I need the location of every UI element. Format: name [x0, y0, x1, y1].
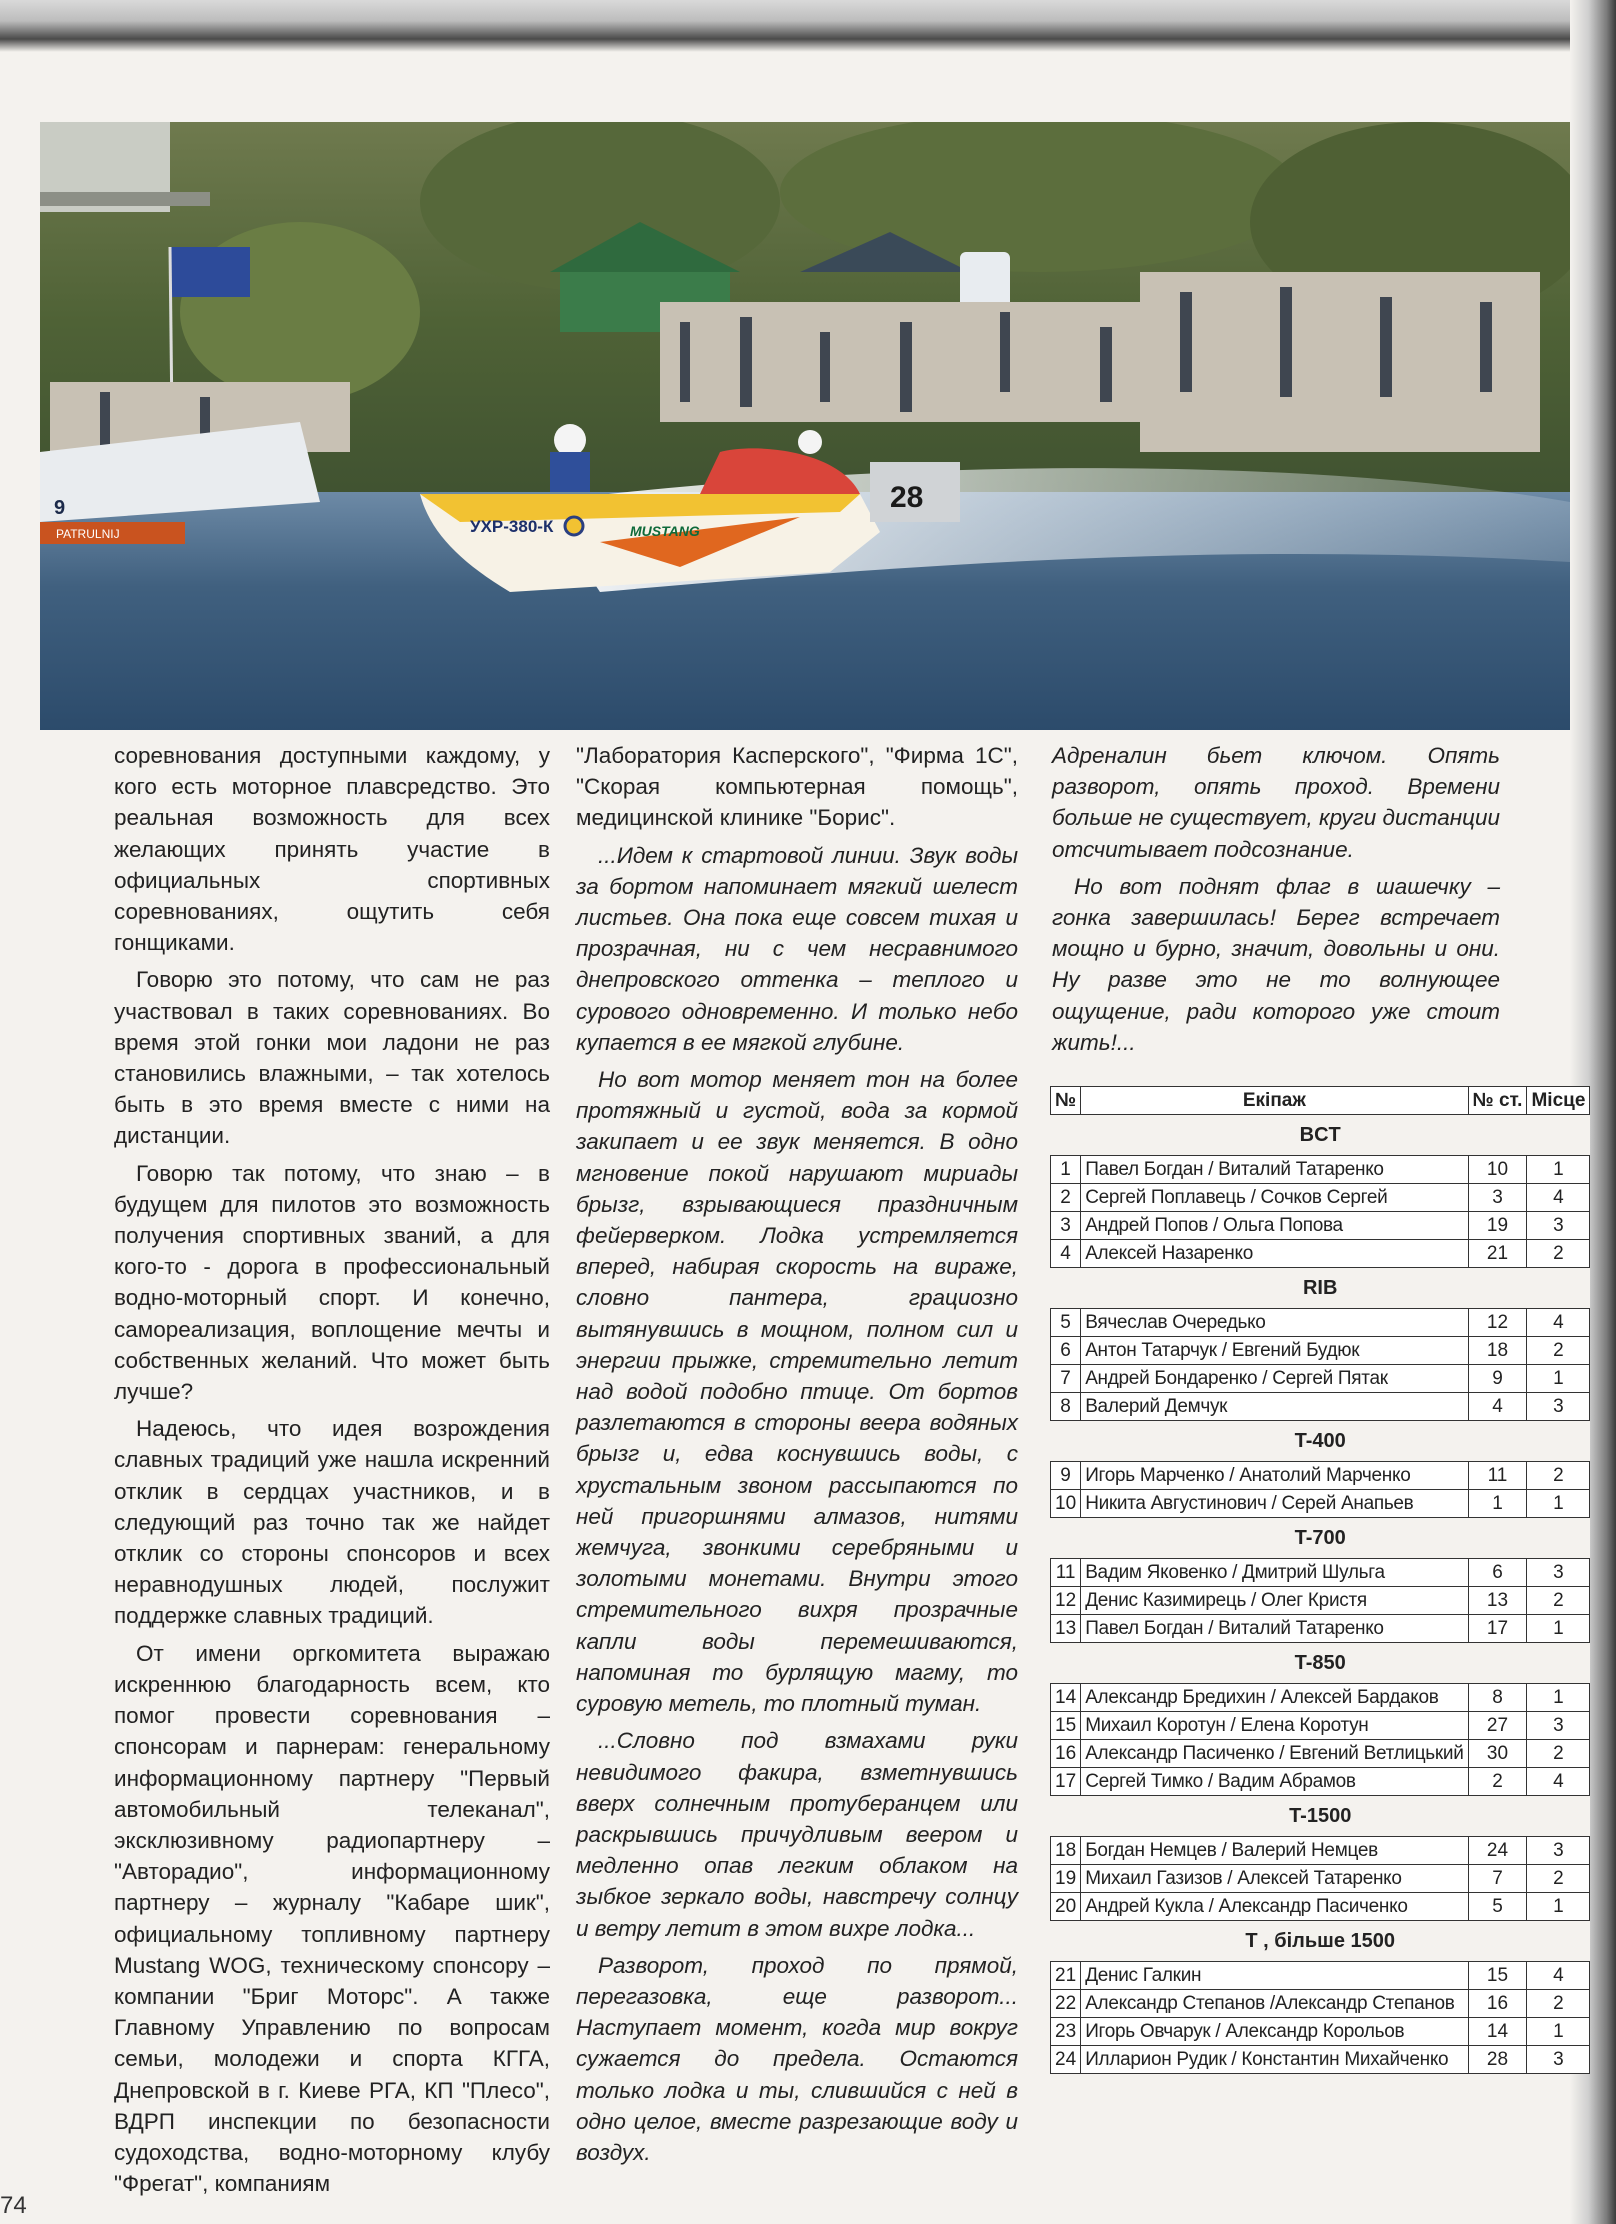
row-number: 13: [1051, 1615, 1081, 1643]
article-column-3: [1052, 740, 1500, 1064]
crew-name: Илларион Рудик / Константин Михайченко: [1081, 2046, 1468, 2074]
crew-name: Сергей Тимко / Вадим Абрамов: [1081, 1768, 1468, 1796]
row-number: 10: [1051, 1490, 1081, 1518]
page-number: 74: [0, 2192, 27, 2219]
patrol-label: PATRULNIJ: [56, 527, 120, 541]
start-number: 21: [1468, 1240, 1527, 1268]
paragraph: Но вот поднят флаг в шашечку – гонка завершилась! Берег встречает мощно и бурно, значит, довольны и они. Ну разве это не то волнующее ощущение, ради которого уже стоит жить!...: [1052, 873, 1500, 1055]
row-number: 17: [1051, 1768, 1081, 1796]
paragraph: Разворот, проход по прямой, перегазовка, еще разворот... Наступает момент, когда мир вокруг сужается до предела. Остаются только лодка и ты, слившийся с ней в одно целое, вместе разрезающие воду и воздух.: [576, 1952, 1018, 2165]
mustang-logo-icon: [565, 517, 583, 535]
row-number: 9: [1051, 1462, 1081, 1490]
crew-name: Богдан Немцев / Валерий Немцев: [1081, 1837, 1468, 1865]
start-number: 9: [1468, 1365, 1527, 1393]
row-number: 8: [1051, 1393, 1081, 1421]
start-number: 7: [1468, 1865, 1527, 1893]
row-number: 3: [1051, 1212, 1081, 1240]
race-photo: [40, 122, 1570, 730]
table-row: [1051, 1184, 1590, 1212]
crew-name: Вячеслав Очередько: [1081, 1309, 1468, 1337]
table-row: [1051, 2018, 1590, 2046]
table-row: [1051, 1615, 1590, 1643]
row-number: 15: [1051, 1712, 1081, 1740]
table-row: [1051, 1462, 1590, 1490]
place: 2: [1527, 1990, 1590, 2018]
row-number: 12: [1051, 1587, 1081, 1615]
table-row: [1051, 1865, 1590, 1893]
paragraph: Говорю так потому, что знаю – в будущем для пилотов это возможность получения спортивных званий, а для кого-то - дорога в профессиональный водно-моторный спорт. И конечно, самореализация, воплощение мечты и собственных желаний. Что может быть лучше?: [114, 1160, 550, 1405]
table-row: [1051, 1365, 1590, 1393]
category-name: T-400: [1051, 1421, 1590, 1462]
table-row: [1051, 1212, 1590, 1240]
start-number: 17: [1468, 1615, 1527, 1643]
place: 1: [1527, 1490, 1590, 1518]
paragraph: соревнования доступными каждому, у кого есть моторное плавсредство. Это реальная возможность для всех желающих принять участие в официальных спортивных соревнованиях, ощутить себя гонщиками.: [114, 743, 550, 956]
category-row: [1051, 1115, 1590, 1156]
table-row: [1051, 1990, 1590, 2018]
header-start-number: № ст.: [1468, 1087, 1527, 1115]
start-number: 10: [1468, 1156, 1527, 1184]
row-number: 22: [1051, 1990, 1081, 2018]
navigator-helmet: [798, 430, 822, 454]
place: 4: [1527, 1309, 1590, 1337]
table-row: [1051, 1156, 1590, 1184]
crew-name: Андрей Кукла / Александр Пасиченко: [1081, 1893, 1468, 1921]
place: 1: [1527, 1893, 1590, 1921]
start-number: 2: [1468, 1768, 1527, 1796]
place: 3: [1527, 2046, 1590, 2074]
table-row: [1051, 1740, 1590, 1768]
row-number: 24: [1051, 2046, 1081, 2074]
header-crew: Екіпаж: [1081, 1087, 1468, 1115]
table-row: [1051, 1837, 1590, 1865]
scan-edge-top: [0, 0, 1616, 52]
paragraph: Но вот мотор меняет тон на более протяжный и густой, вода за кормой закипает и ее звук меняется. В одно мгновение покой нарушают мириады брызг, взрывающиеся праздничным фейерверком. Лодка устремляется вперед, набирая скорость на вираже, словно пантера, грациозно вытянувшись в мощном, полном сил и энергии прыжке, стремительно летит над водой подобно птице. От бортов разлетаются в стороны веера водяных брызг и, едва коснувшись воды, с хрустальным звоном рассыпаются по ней пригоршнями алмазов, нитями жемчуга, звонкими серебряными и золотыми монетами. Внутри этого стремительного вихря прозрачные капли воды перемешиваются, напоминая то бурлящую магму, то суровую метель, то плотный туман.: [576, 1067, 1018, 1717]
table-row: [1051, 1393, 1590, 1421]
crew-name: Алексей Назаренко: [1081, 1240, 1468, 1268]
start-number: 28: [1468, 2046, 1527, 2074]
place: 3: [1527, 1393, 1590, 1421]
category-name: BCT: [1051, 1115, 1590, 1156]
flag: [170, 247, 250, 297]
bridge-deck: [40, 192, 210, 206]
start-number: 11: [1468, 1462, 1527, 1490]
paragraph: ...Идем к стартовой линии. Звук воды за бортом напоминает мягкий шелест листьев. Она пока еще совсем тихая и прозрачная, ни с чем несравнимого днепровского оттенка – теплого и сурового одновременно. И только небо купается в ее мягкой глубине.: [576, 842, 1018, 1055]
crew-name: Валерий Демчук: [1081, 1393, 1468, 1421]
crew-name: Никита Августинович / Серей Анапьев: [1081, 1490, 1468, 1518]
driver-helmet: [554, 424, 586, 456]
table-row: [1051, 1309, 1590, 1337]
table-row: [1051, 2046, 1590, 2074]
crew-name: Игорь Марченко / Анатолий Марченко: [1081, 1462, 1468, 1490]
results-table: [1050, 1086, 1586, 2074]
start-number: 1: [1468, 1490, 1527, 1518]
start-number: 30: [1468, 1740, 1527, 1768]
place: 3: [1527, 1212, 1590, 1240]
table-row: [1051, 1712, 1590, 1740]
category-name: T-700: [1051, 1518, 1590, 1559]
category-name: T , більше 1500: [1051, 1921, 1590, 1962]
crew-name: Андрей Попов / Ольга Попова: [1081, 1212, 1468, 1240]
crew-name: Александр Пасиченко / Евгений Ветлицький: [1081, 1740, 1468, 1768]
place: 1: [1527, 2018, 1590, 2046]
place: 3: [1527, 1712, 1590, 1740]
table-row: [1051, 1240, 1590, 1268]
table-row: [1051, 1559, 1590, 1587]
start-number: 15: [1468, 1962, 1527, 1990]
row-number: 21: [1051, 1962, 1081, 1990]
place: 1: [1527, 1365, 1590, 1393]
table-row: [1051, 1893, 1590, 1921]
row-number: 1: [1051, 1156, 1081, 1184]
row-number: 7: [1051, 1365, 1081, 1393]
place: 3: [1527, 1837, 1590, 1865]
crew-name: Денис Казимирець / Олег Кристя: [1081, 1587, 1468, 1615]
row-number: 6: [1051, 1337, 1081, 1365]
row-number: 2: [1051, 1184, 1081, 1212]
start-number: 12: [1468, 1309, 1527, 1337]
results-header-row: [1051, 1087, 1590, 1115]
category-row: [1051, 1643, 1590, 1684]
start-number: 6: [1468, 1559, 1527, 1587]
start-number: 16: [1468, 1990, 1527, 2018]
crew-name: Денис Галкин: [1081, 1962, 1468, 1990]
category-row: [1051, 1921, 1590, 1962]
paragraph: ...Словно под взмахами руки невидимого факира, взметнувшись вверх солнечным протуберанцем или раскрывшись причудливым веером и медленно опав легким облаком на зыбкое зеркало воды, навстречу солнцу и ветру летит в этом вихре лодка...: [576, 1728, 1018, 1941]
paragraph: Надеюсь, что идея возрождения славных традиций уже нашла искренний отклик в сердцах участников, и в следующий раз точно так же найдет отклик со стороны спонсоров и всех неравнодушных людей, послужит поддержке славных традиций.: [114, 1416, 550, 1629]
race-photo-illustration: [40, 122, 1570, 730]
category-row: [1051, 1796, 1590, 1837]
start-number: 4: [1468, 1393, 1527, 1421]
start-number: 24: [1468, 1837, 1527, 1865]
category-row: [1051, 1268, 1590, 1309]
place: 4: [1527, 1962, 1590, 1990]
table-row: [1051, 1684, 1590, 1712]
place: 2: [1527, 1740, 1590, 1768]
crew-name: Михаил Коротун / Елена Коротун: [1081, 1712, 1468, 1740]
paragraph: Адреналин бьет ключом. Опять разворот, опять проход. Времени больше не существует, круги дистанции отсчитывает подсознание.: [1052, 743, 1500, 862]
header-number: №: [1051, 1087, 1081, 1115]
place: 1: [1527, 1684, 1590, 1712]
crew-name: Антон Татарчук / Евгений Будюк: [1081, 1337, 1468, 1365]
paragraph: Говорю это потому, что сам не раз участвовал в таких соревнованиях. Во время этой гонки мои ладони не раз становились влажными, – так хотелось быть в это время вместе с ними на дистанции.: [114, 967, 550, 1149]
crew-name: Александр Бредихин / Алексей Бардаков: [1081, 1684, 1468, 1712]
crew-name: Вадим Яковенко / Дмитрий Шульга: [1081, 1559, 1468, 1587]
place: 1: [1527, 1615, 1590, 1643]
row-number: 19: [1051, 1865, 1081, 1893]
crew-name: Андрей Бондаренко / Сергей Пятак: [1081, 1365, 1468, 1393]
boat-registration: УХР-380-К: [470, 517, 554, 536]
paragraph: От имени оргкомитета выражаю искреннюю благодарность всем, кто помог провести соревнования – спонсорам и парнерам: генеральному информационному партнеру "Первый автомобильный телеканал", эксклюзивному радиопартнеру – "Авторадио", информационному партнеру – журналу "Кабаре шик", официальному топливному партнеру Mustang WOG, техническому спонсору – компании "Бриг Моторс". А также Главному Управлению по вопросам семьи, молодежи и спорта КГГА, Днепровской в г. Киеве РГА, КП "Плесо", ВДРП инспекции по безопасности судоходства, водно-моторному клубу "Фрегат", компаниям: [114, 1640, 550, 2197]
header-place: Місце: [1527, 1087, 1590, 1115]
category-name: RIB: [1051, 1268, 1590, 1309]
table-row: [1051, 1587, 1590, 1615]
row-number: 14: [1051, 1684, 1081, 1712]
place: 4: [1527, 1768, 1590, 1796]
buoy-number: 9: [54, 497, 66, 519]
start-number: 19: [1468, 1212, 1527, 1240]
place: 2: [1527, 1462, 1590, 1490]
place: 4: [1527, 1184, 1590, 1212]
table-row: [1051, 1337, 1590, 1365]
row-number: 11: [1051, 1559, 1081, 1587]
row-number: 18: [1051, 1837, 1081, 1865]
crew-name: Александр Степанов /Александр Степанов: [1081, 1990, 1468, 2018]
row-number: 23: [1051, 2018, 1081, 2046]
row-number: 5: [1051, 1309, 1081, 1337]
start-number: 5: [1468, 1893, 1527, 1921]
start-number: 13: [1468, 1587, 1527, 1615]
row-number: 4: [1051, 1240, 1081, 1268]
category-row: [1051, 1518, 1590, 1559]
place: 3: [1527, 1559, 1590, 1587]
paragraph: "Лаборатория Касперского", "Фирма 1С", "Скорая компьютерная помощь", медицинской клинике "Борис".: [576, 743, 1018, 831]
crew-name: Игорь Овчарук / Александр Корольов: [1081, 2018, 1468, 2046]
boat-brand: MUSTANG: [630, 523, 700, 539]
place: 2: [1527, 1240, 1590, 1268]
place: 2: [1527, 1587, 1590, 1615]
category-row: [1051, 1421, 1590, 1462]
table-row: [1051, 1768, 1590, 1796]
row-number: 16: [1051, 1740, 1081, 1768]
driver-body: [550, 452, 590, 492]
start-number: 18: [1468, 1337, 1527, 1365]
place: 2: [1527, 1865, 1590, 1893]
article-column-1: [114, 740, 550, 2205]
crew-name: Сергей Поплавець / Сочков Сергей: [1081, 1184, 1468, 1212]
place: 1: [1527, 1156, 1590, 1184]
category-name: T-850: [1051, 1643, 1590, 1684]
row-number: 20: [1051, 1893, 1081, 1921]
start-number: 27: [1468, 1712, 1527, 1740]
crew-name: Павел Богдан / Виталий Татаренко: [1081, 1615, 1468, 1643]
start-number: 3: [1468, 1184, 1527, 1212]
place: 2: [1527, 1337, 1590, 1365]
table-row: [1051, 1962, 1590, 1990]
category-name: T-1500: [1051, 1796, 1590, 1837]
table-row: [1051, 1490, 1590, 1518]
motor-number: 28: [890, 481, 924, 514]
crew-name: Михаил Газизов / Алексей Татаренко: [1081, 1865, 1468, 1893]
article-column-2: [576, 740, 1018, 2174]
start-number: 8: [1468, 1684, 1527, 1712]
crew-name: Павел Богдан / Виталий Татаренко: [1081, 1156, 1468, 1184]
start-number: 14: [1468, 2018, 1527, 2046]
